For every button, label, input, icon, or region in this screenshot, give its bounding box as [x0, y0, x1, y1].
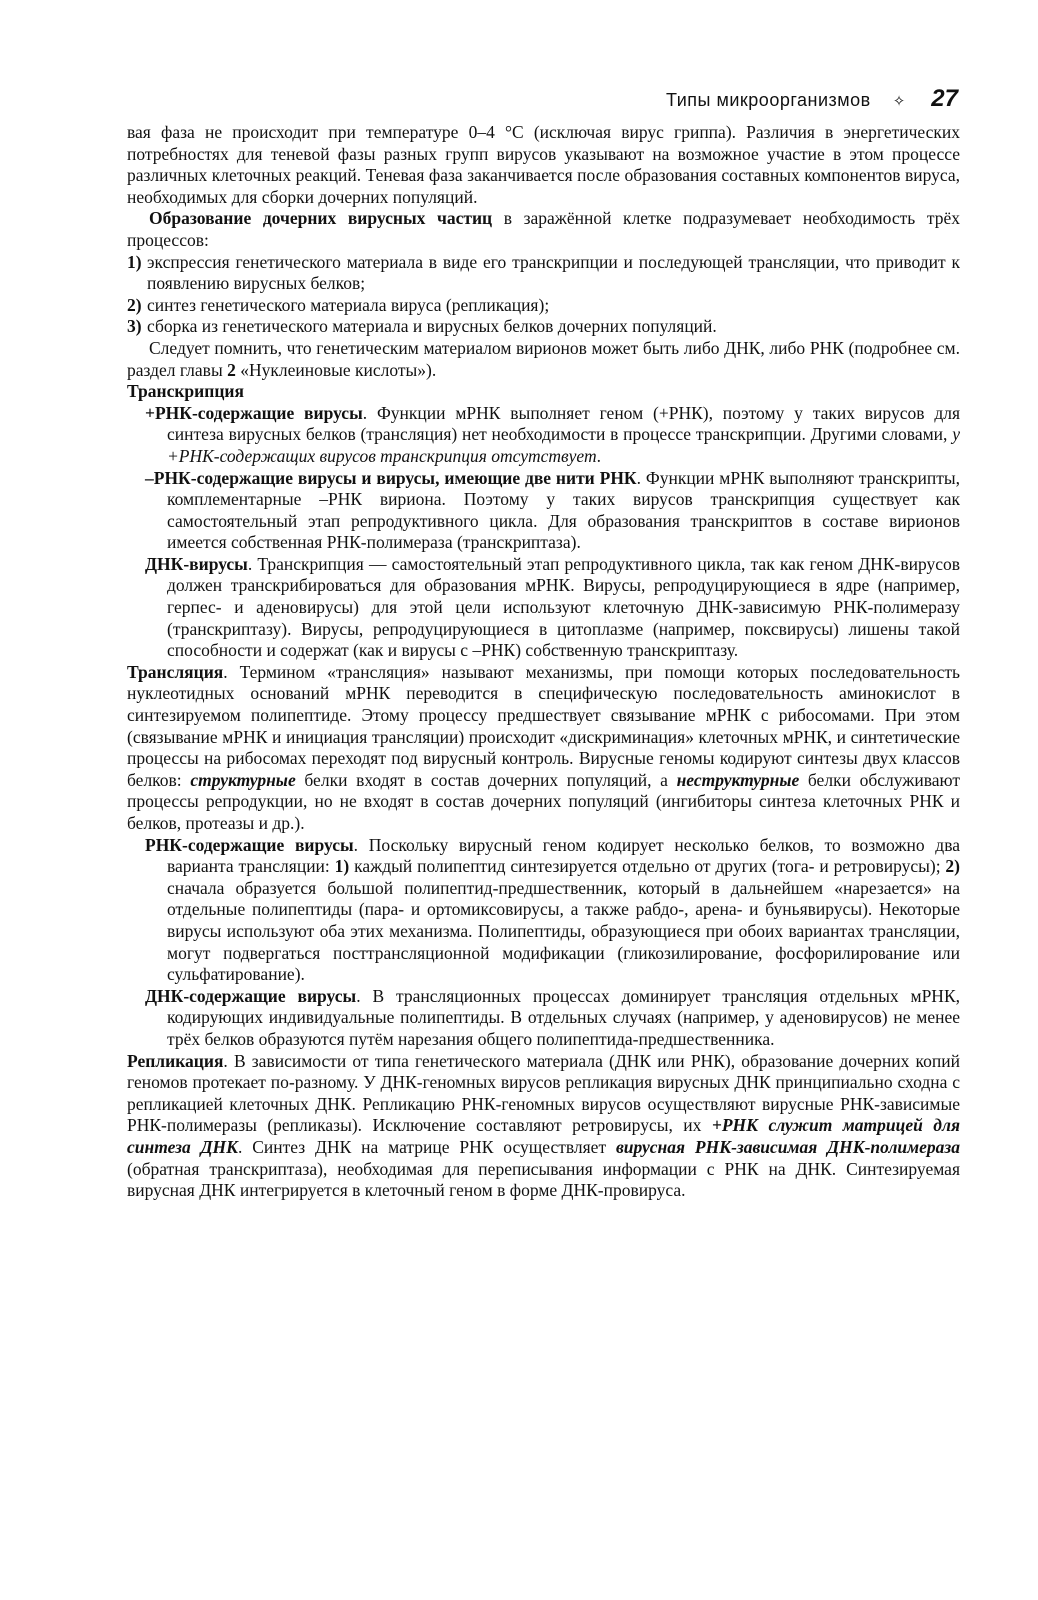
list-item: 1) экспрессия генетического материала в виде его транскрипции и последующей трансляции, что приводит к появлению вирусных белков;	[127, 251, 960, 294]
term-daughter-particles: Образование дочерних вирусных частиц	[149, 208, 493, 229]
paragraph-shadow-phase: вая фаза не происходит при температуре 0–4 °С (исключая вирус гриппа). Различия в энергетических потребностях для теневой фазы разных групп вирусов указывают на возможное участие в этом процессе различных клеточных реакций. Теневая фаза заканчивается после образования составных компонентов вируса, необходимых для сборки дочерних популяций.	[127, 122, 960, 207]
paragraph-translation: Трансляция. Термином «трансляция» называют механизмы, при помощи которых последовательность нуклеотидных оснований мРНК переводится в специфическую последовательность аминокислот в синтезируемом полипептиде. Этому процессу предшествует связывание мРНК с рибосомами. При этом (связывание мРНК и инициация трансляции) происходит «дискриминация» клеточных мРНК, и синтетические процессы на рибосомах переходят под вирусный контроль. Вирусные геномы кодируют синтезы двух классов белков: структурные белки входят в состав дочерних популяций, а неструктурные белки обслуживают процессы репродукции, но не входят в состав дочерних популяций (ингибиторы синтеза клеточных РНК и белков, протеазы и др.).	[127, 661, 961, 833]
paragraph-dna-translation: ДНК-содержащие вирусы. В трансляционных процессах доминирует трансляция отдельных мРНК, кодирующих индивидуальные полипептиды. В отдельных случаях (например, у аденовирусов) не менее трёх белков образуются путём нарезания общего полипептида-предшественника.	[145, 985, 960, 1049]
diamond-separator-icon: ✧	[892, 93, 906, 110]
paragraph-dna-viruses: ДНК-вирусы. Транскрипция — самостоятельный этап репродуктивного цикла, так как геном ДНК-вирусов должен транскрибироваться для образования мРНК. Вирусы, репродуцирующиеся в ядре (например, герпес- и аденовирусы) для этой цели используют клеточную ДНК-зависимую РНК-полимеразу (транскриптазу). Вирусы, репродуцирующиеся в цитоплазме (например, поксвирусы) лишены такой способности и содержат (как и вирусы с –РНК) собственную транскриптазу.	[145, 553, 960, 661]
list-item: 2) синтез генетического материала вируса (репликация);	[127, 294, 550, 315]
paragraph-rna-translation: РНК-содержащие вирусы. Поскольку вирусный геном кодирует несколько белков, то возможно два варианта трансляции: 1) каждый полипептид синтезируется отдельно от других (тога- и ретровирусы); 2) сначала образуется большой полипептид-предшественник, который в дальнейшем «нарезается» на отдельные полипептиды (пара- и ортомиксовирусы, а также рабдо-, арена- и буньявирусы). Некоторые вирусы используют оба этих механизма. Полипептиды, образующиеся при обоих вариантах трансляции, могут подвергаться посттрансляционной модификации (гликозилирование, фосфорилирование или сульфатирование).	[145, 834, 960, 985]
page-number: 27	[931, 85, 958, 112]
page-body	[127, 122, 960, 1202]
paragraph-plus-rna-viruses: +РНК-содержащие вирусы. Функции мРНК выполняет геном (+РНК), поэтому у таких вирусов для синтеза вирусных белков (трансляция) нет необходимости в процессе транскрипции. Другими словами, у +РНК-содержащих вирусов транскрипция отсутствует.	[145, 402, 961, 466]
paragraph-replication: Репликация. В зависимости от типа генетического материала (ДНК или РНК), образование дочерних копий геномов протекает по-разному. У ДНК-геномных вирусов репликация вирусных ДНК принципиально сходна с репликацией клеточных ДНК. Репликацию РНК-геномных вирусов осуществляют вирусные РНК-зависимые РНК-полимеразы (репликазы). Исключение составляют ретровирусы, их +РНК служит матрицей для синтеза ДНК. Синтез ДНК на матрице РНК осуществляет вирусная РНК-зависимая ДНК-полимераза (обратная транскриптаза), необходимая для переписывания информации с РНК на ДНК. Синтезируемая вирусная ДНК интегрируется в клеточный геном в форме ДНК-провируса.	[127, 1050, 960, 1201]
list-item: 3) сборка из генетического материала и вирусных белков дочерних популяций.	[127, 316, 717, 337]
paragraph-genetic-material: Следует помнить, что генетическим материалом вирионов может быть либо ДНК, либо РНК (подробнее см. раздел главы 2 «Нуклеиновые кислоты»).	[127, 337, 960, 380]
running-header	[560, 84, 958, 117]
chapter-title: Типы микроорганизмов	[666, 90, 871, 110]
heading-transcription: Транскрипция	[127, 381, 244, 402]
paragraph-minus-rna-viruses: –РНК-содержащие вирусы и вирусы, имеющие две нити РНК. Функции мРНК выполняют транскрипты, комплементарные –РНК вириона. Поэтому у таких вирусов транскрипция существует как самостоятельный этап репродуктивного цикла. Для образования транскриптов в составе вирионов имеется собственная РНК-полимераза (транскриптаза).	[145, 467, 960, 553]
paragraph-daughter-particles: Образование дочерних вирусных частиц в заражённой клетке подразумевает необходимость трёх процессов:	[127, 208, 960, 250]
